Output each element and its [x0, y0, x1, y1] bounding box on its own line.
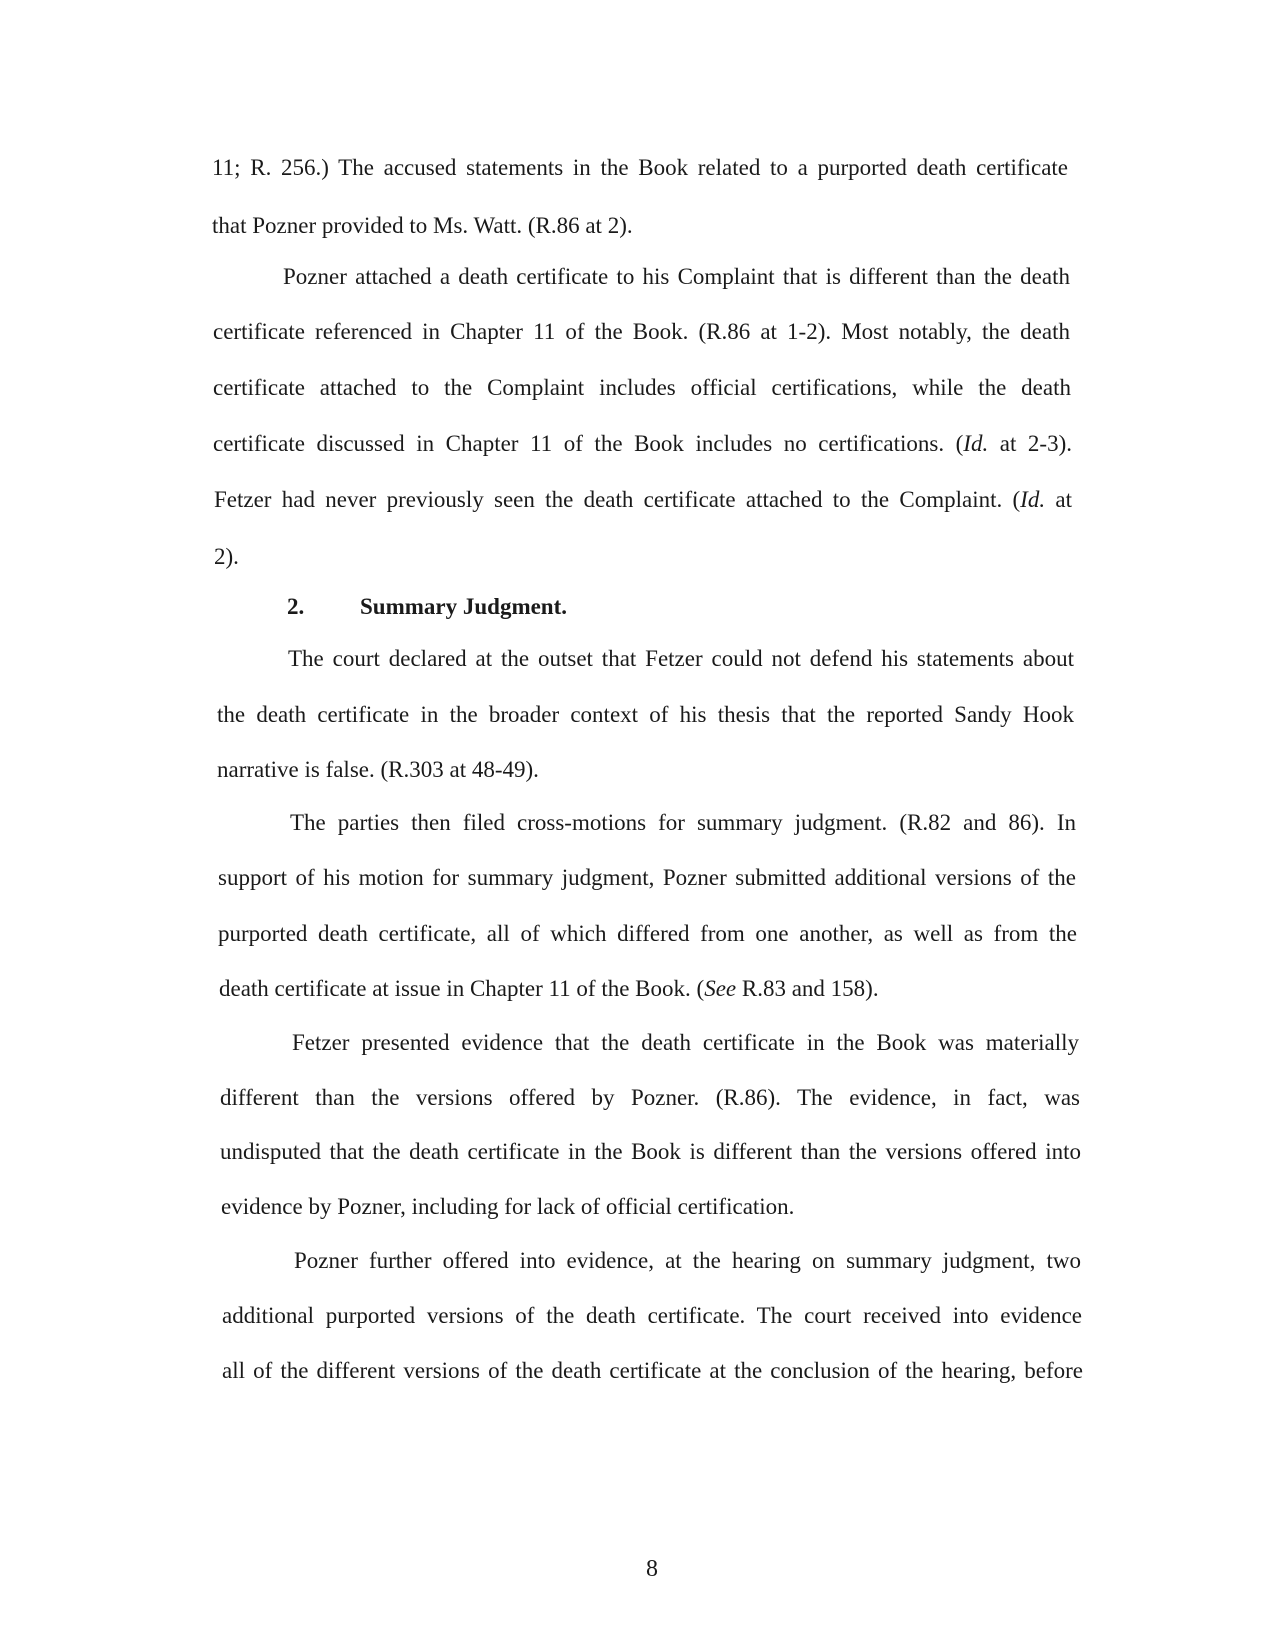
paragraph-line: support of his motion for summary judgment, Pozner submitted additional versions of the	[218, 865, 1076, 890]
paragraph-line: evidence by Pozner, including for lack of official certification.	[221, 1194, 795, 1219]
paragraph-line: different than the versions offered by Pozner. (R.86). The evidence, in fact, was	[220, 1085, 1080, 1110]
paragraph-line	[214, 486, 1072, 514]
paragraph-line: certificate attached to the Complaint includes official certifications, while the death	[213, 375, 1071, 400]
page-number: 8	[646, 1556, 658, 1582]
citation-id: Id.	[963, 431, 989, 456]
line-text: Fetzer had never previously seen the death certificate attached to the Complaint. (	[214, 487, 1021, 512]
paragraph-line: undisputed that the death certificate in the Book is different than the versions offered into	[220, 1139, 1081, 1164]
paragraph-line: Pozner further offered into evidence, at the hearing on summary judgment, two	[294, 1248, 1081, 1273]
line-text: at 2-3).	[988, 431, 1073, 456]
paragraph-line: The court declared at the outset that Fetzer could not defend his statements about	[288, 646, 1074, 671]
paragraph-line: all of the different versions of the death certificate at the conclusion of the hearing, before	[222, 1358, 1083, 1383]
paragraph-line: narrative is false. (R.303 at 48-49).	[217, 757, 539, 782]
paragraph-line: the death certificate in the broader context of his thesis that the reported Sandy Hook	[217, 702, 1074, 727]
line-text: at	[1045, 487, 1072, 512]
citation-id: Id.	[1020, 487, 1046, 512]
paragraph-line: Pozner attached a death certificate to his Complaint that is different than the death	[283, 264, 1070, 289]
paragraph-line: that Pozner provided to Ms. Watt. (R.86 at 2).	[212, 213, 633, 238]
section-heading-number: 2.	[287, 594, 305, 619]
paragraph-line: additional purported versions of the death certificate. The court received into evidence	[222, 1303, 1082, 1328]
paragraph-line: certificate referenced in Chapter 11 of the Book. (R.86 at 1-2). Most notably, the death	[213, 319, 1070, 344]
paragraph-line	[219, 975, 879, 1003]
paragraph-line: The parties then filed cross-motions for summary judgment. (R.82 and 86). In	[290, 810, 1076, 835]
line-text: R.83 and 158).	[736, 976, 879, 1001]
paragraph-line	[213, 430, 1072, 458]
paragraph-line: 2).	[214, 544, 239, 569]
line-text: certificate discussed in Chapter 11 of the Book includes no certifications. (	[213, 431, 964, 456]
citation-see: See	[704, 976, 737, 1001]
section-heading-title: Summary Judgment.	[360, 594, 568, 619]
paragraph-line: 11; R. 256.) The accused statements in the Book related to a purported death certificate	[212, 155, 1068, 180]
line-text: death certificate at issue in Chapter 11 of the Book. (	[219, 976, 705, 1001]
paragraph-line: purported death certificate, all of which differed from one another, as well as from the	[218, 921, 1077, 946]
paragraph-line: Fetzer presented evidence that the death certificate in the Book was materially	[292, 1030, 1079, 1055]
